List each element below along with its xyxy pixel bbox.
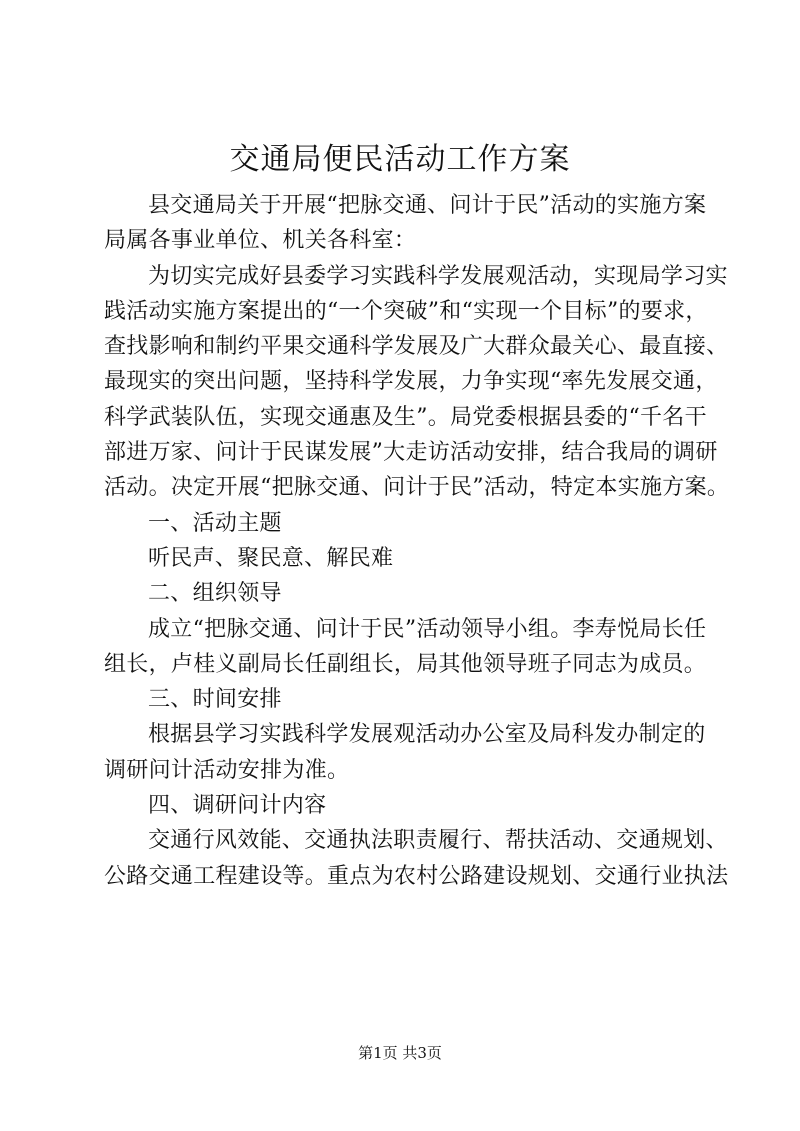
paragraph-line: 调研问计活动安排为准。 — [104, 757, 350, 783]
document-title: 交通局便民活动工作方案 — [229, 142, 571, 177]
paragraph-line: 为切实完成好县委学习实践科学发展观活动，实现局学习实 — [148, 263, 728, 289]
section-heading: 二、组织领导 — [148, 581, 282, 607]
paragraph-line: 局属各事业单位、机关各科室： — [104, 228, 417, 254]
section-heading: 一、活动主题 — [148, 510, 282, 536]
paragraph-line: 科学武装队伍，实现交通惠及生”。局党委根据县委的“千名干 — [104, 404, 707, 430]
section-heading: 四、调研问计内容 — [148, 793, 327, 819]
paragraph-line: 公路交通工程建设等。重点为农村公路建设规划、交通行业执法 — [104, 863, 729, 889]
paragraph-line: 活动。决定开展“把脉交通、问计于民”活动，特定本实施方案。 — [104, 475, 730, 501]
paragraph-line: 践活动实施方案提出的“一个突破”和“实现一个目标”的要求， — [104, 298, 708, 324]
paragraph-line: 县交通局关于开展“把脉交通、问计于民”活动的实施方案 — [148, 193, 707, 218]
section-heading: 三、时间安排 — [148, 687, 282, 713]
paragraph-line: 交通行风效能、交通执法职责履行、帮扶活动、交通规划、 — [148, 828, 728, 854]
page-number: 第1页 共3页 — [358, 1044, 442, 1062]
paragraph-line: 听民声、聚民意、解民难 — [148, 545, 394, 571]
paragraph-line: 最现实的突出问题，坚持科学发展，力争实现“率先发展交通， — [104, 369, 718, 395]
paragraph-line: 组长，卢桂义副局长任副组长，局其他领导班子同志为成员。 — [104, 651, 707, 677]
paragraph-line: 根据县学习实践科学发展观活动办公室及局科发办制定的 — [148, 722, 706, 748]
document-body — [104, 188, 730, 894]
paragraph-line: 部进万家、问计于民谋发展”大走访活动安排，结合我局的调研 — [104, 440, 718, 466]
paragraph-line: 查找影响和制约平果交通科学发展及广大群众最关心、最直接、 — [104, 334, 729, 360]
paragraph-line: 成立“把脉交通、问计于民”活动领导小组。李寿悦局长任 — [148, 616, 707, 642]
